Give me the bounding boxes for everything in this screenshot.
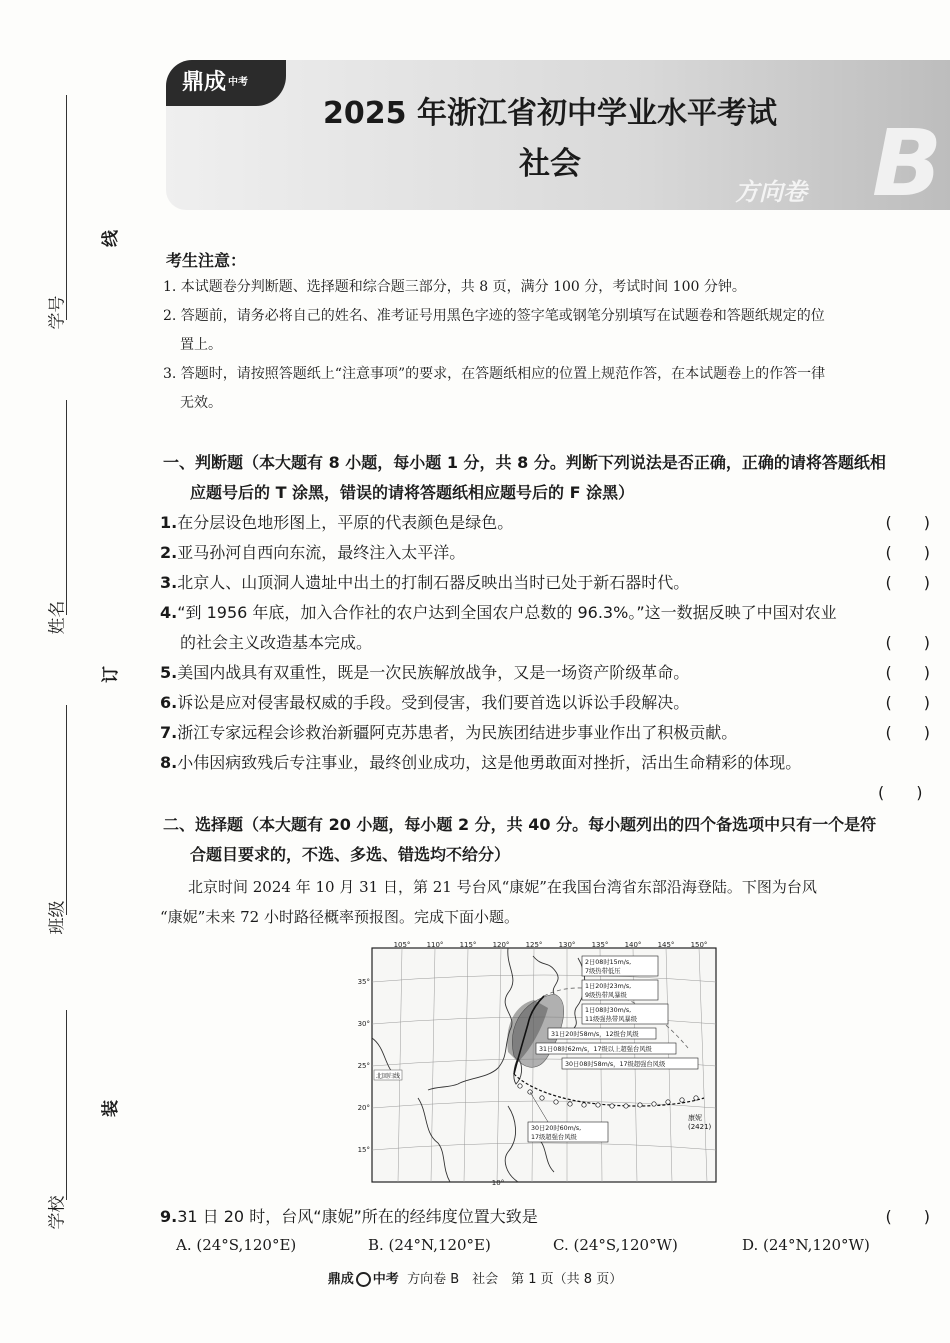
svg-text:31日08时62m/s，17级以上超强台风级: 31日08时62m/s，17级以上超强台风级	[539, 1046, 652, 1053]
label-class: 班级	[47, 900, 68, 935]
svg-text:140°: 140°	[624, 941, 642, 949]
notice-heading: 考生注意：	[166, 251, 247, 270]
version-label: 方向卷	[735, 178, 807, 206]
label-name: 姓名	[47, 600, 68, 635]
brand-circle-icon	[356, 1272, 371, 1287]
svg-text:1日08时30m/s,: 1日08时30m/s,	[585, 1007, 632, 1014]
notice-item: 3. 答题时，请按照答题纸上“注意事项”的要求，在答题纸相应的位置上规范作答，在本试题卷上的作答一律 无效。	[163, 366, 826, 411]
svg-text:30°: 30°	[358, 1020, 370, 1028]
page-footer: 鼎成 中考 方向卷 B 社会 第 1 页（共 8 页）	[327, 1272, 623, 1287]
svg-text:25°: 25°	[358, 1062, 370, 1070]
answer-bracket: ( )	[885, 723, 930, 742]
section-heading-choice: 二、选择题（本大题有 20 小题，每小题 2 分，共 40 分。每小题列出的四个备选项中只有一个是符 合题目要求的，不选、多选、错选均不给分）	[163, 815, 877, 864]
map-label-tropic: 北回归线	[375, 1073, 401, 1080]
svg-text:120°: 120°	[492, 941, 510, 949]
svg-text:105°: 105°	[393, 941, 411, 949]
subject-title: 社会	[519, 146, 581, 182]
svg-text:31日20时58m/s，12级台风级: 31日20时58m/s，12级台风级	[551, 1031, 639, 1038]
svg-text:15°: 15°	[358, 1146, 370, 1154]
version-letter: B	[872, 110, 943, 217]
typhoon-id: (2421)	[688, 1123, 712, 1131]
fill-line-name	[66, 400, 67, 615]
mark-line: 线	[101, 230, 121, 247]
label-school: 学校	[47, 1195, 68, 1230]
question-item: 3.北京人、山顶洞人遗址中出土的打制石器反映出当时已处于新石器时代。 ( )	[160, 568, 940, 598]
answer-bracket: ( )	[885, 633, 930, 652]
svg-text:110°: 110°	[426, 941, 444, 949]
answer-bracket: ( )	[885, 663, 930, 682]
question-item: 5.美国内战具有双重性，既是一次民族解放战争，又是一场资产阶级革命。 ( )	[160, 658, 940, 688]
binding-margin	[0, 0, 150, 1343]
svg-text:130°: 130°	[558, 941, 576, 949]
option-b: B. (24°N,120°E)	[368, 1236, 491, 1254]
option-d: D. (24°N,120°W)	[742, 1236, 870, 1254]
svg-text:125°: 125°	[525, 941, 543, 949]
svg-text:7级热带低压: 7级热带低压	[585, 968, 621, 975]
fill-line-student-id	[66, 95, 67, 320]
svg-text:135°: 135°	[591, 941, 609, 949]
svg-text:145°: 145°	[657, 941, 675, 949]
fill-line-school	[66, 1010, 67, 1200]
answer-bracket: ( )	[885, 543, 930, 562]
section-heading-judgment: 一、判断题（本大题有 8 小题，每小题 1 分，共 8 分。判断下列说法是否正确，正确的请将答题纸相 应题号后的 T 涂黑，错误的请将答题纸相应题号后的 F 涂黑）	[163, 453, 886, 502]
svg-text:115°: 115°	[459, 941, 477, 949]
svg-text:30日20时60m/s,: 30日20时60m/s,	[531, 1125, 582, 1132]
question-item: 6.诉讼是应对侵害最权威的手段。受到侵害，我们要首选以诉讼手段解决。 ( )	[160, 688, 940, 718]
answer-bracket: ( )	[885, 693, 930, 712]
fill-line-class	[66, 705, 67, 915]
svg-text:30日08时58m/s，17级超强台风级: 30日08时58m/s，17级超强台风级	[565, 1061, 666, 1068]
brand-logo: 鼎成 $^{中考}$	[166, 60, 286, 106]
answer-bracket: ( )	[885, 1207, 930, 1226]
notice-item: 2. 答题前，请务必将自己的姓名、准考证号用黑色字迹的签字笔或钢笔分别填写在试题卷和答题纸规定的位 置上。	[163, 308, 825, 353]
svg-text:1日20时23m/s,: 1日20时23m/s,	[585, 983, 632, 990]
answer-bracket: ( )	[885, 513, 930, 532]
question-item: 1.在分层设色地形图上，平原的代表颜色是绿色。 ( )	[160, 508, 940, 538]
svg-text:150°: 150°	[690, 941, 708, 949]
question-intro: 北京时间 2024 年 10 月 31 日，第 21 号台风“康妮”在我国台湾省东部沿海登陆。下图为台风 “康妮”未来 72 小时路径概率预报图。完成下面小题。	[160, 878, 817, 926]
svg-text:11级强热带风暴级: 11级强热带风暴级	[585, 1016, 638, 1023]
question-item: 7.浙江专家远程会诊救治新疆阿克苏患者，为民族团结进步事业作出了积极贡献。 ( )	[160, 718, 940, 748]
exam-title: 2025 年浙江省初中学业水平考试	[323, 96, 777, 131]
svg-text:35°: 35°	[358, 978, 370, 986]
question-item: 8.小伟因病致残后专注事业，最终创业成功，这是他勇敢面对挫折，活出生命精彩的体现。	[160, 753, 802, 772]
question-item: 2.亚马孙河自西向东流，最终注入太平洋。 ( )	[160, 538, 940, 568]
mark-staple: 订	[101, 666, 121, 683]
question-item: 4.“到 1956 年底，加入合作社的农户达到全国农户总数的 96.3%。”这一数据反映了中国对农业 的社会主义改造基本完成。 ( )	[160, 598, 940, 658]
label-student-id: 学号	[47, 295, 68, 330]
svg-text:2日08时15m/s,: 2日08时15m/s,	[585, 959, 632, 966]
typhoon-track-map	[358, 938, 720, 1186]
svg-text:17级超强台风级: 17级超强台风级	[531, 1134, 577, 1141]
svg-text:10°: 10°	[491, 1179, 505, 1186]
option-c: C. (24°S,120°W)	[553, 1236, 678, 1254]
svg-text:20°: 20°	[358, 1104, 370, 1112]
answer-bracket: ( )	[885, 573, 930, 592]
answer-bracket: ( )	[878, 783, 923, 802]
svg-text:9级热带风暴级: 9级热带风暴级	[585, 992, 627, 999]
notice-item: 1. 本试题卷分判断题、选择题和综合题三部分，共 8 页，满分 100 分，考试时间 100 分钟。	[163, 279, 746, 295]
question-item: 9.31 日 20 时，台风“康妮”所在的经纬度位置大致是 ( )	[160, 1202, 940, 1232]
typhoon-name: 康妮	[688, 1114, 702, 1122]
option-a: A. (24°S,120°E)	[176, 1236, 297, 1254]
mark-bind: 装	[101, 1100, 121, 1117]
